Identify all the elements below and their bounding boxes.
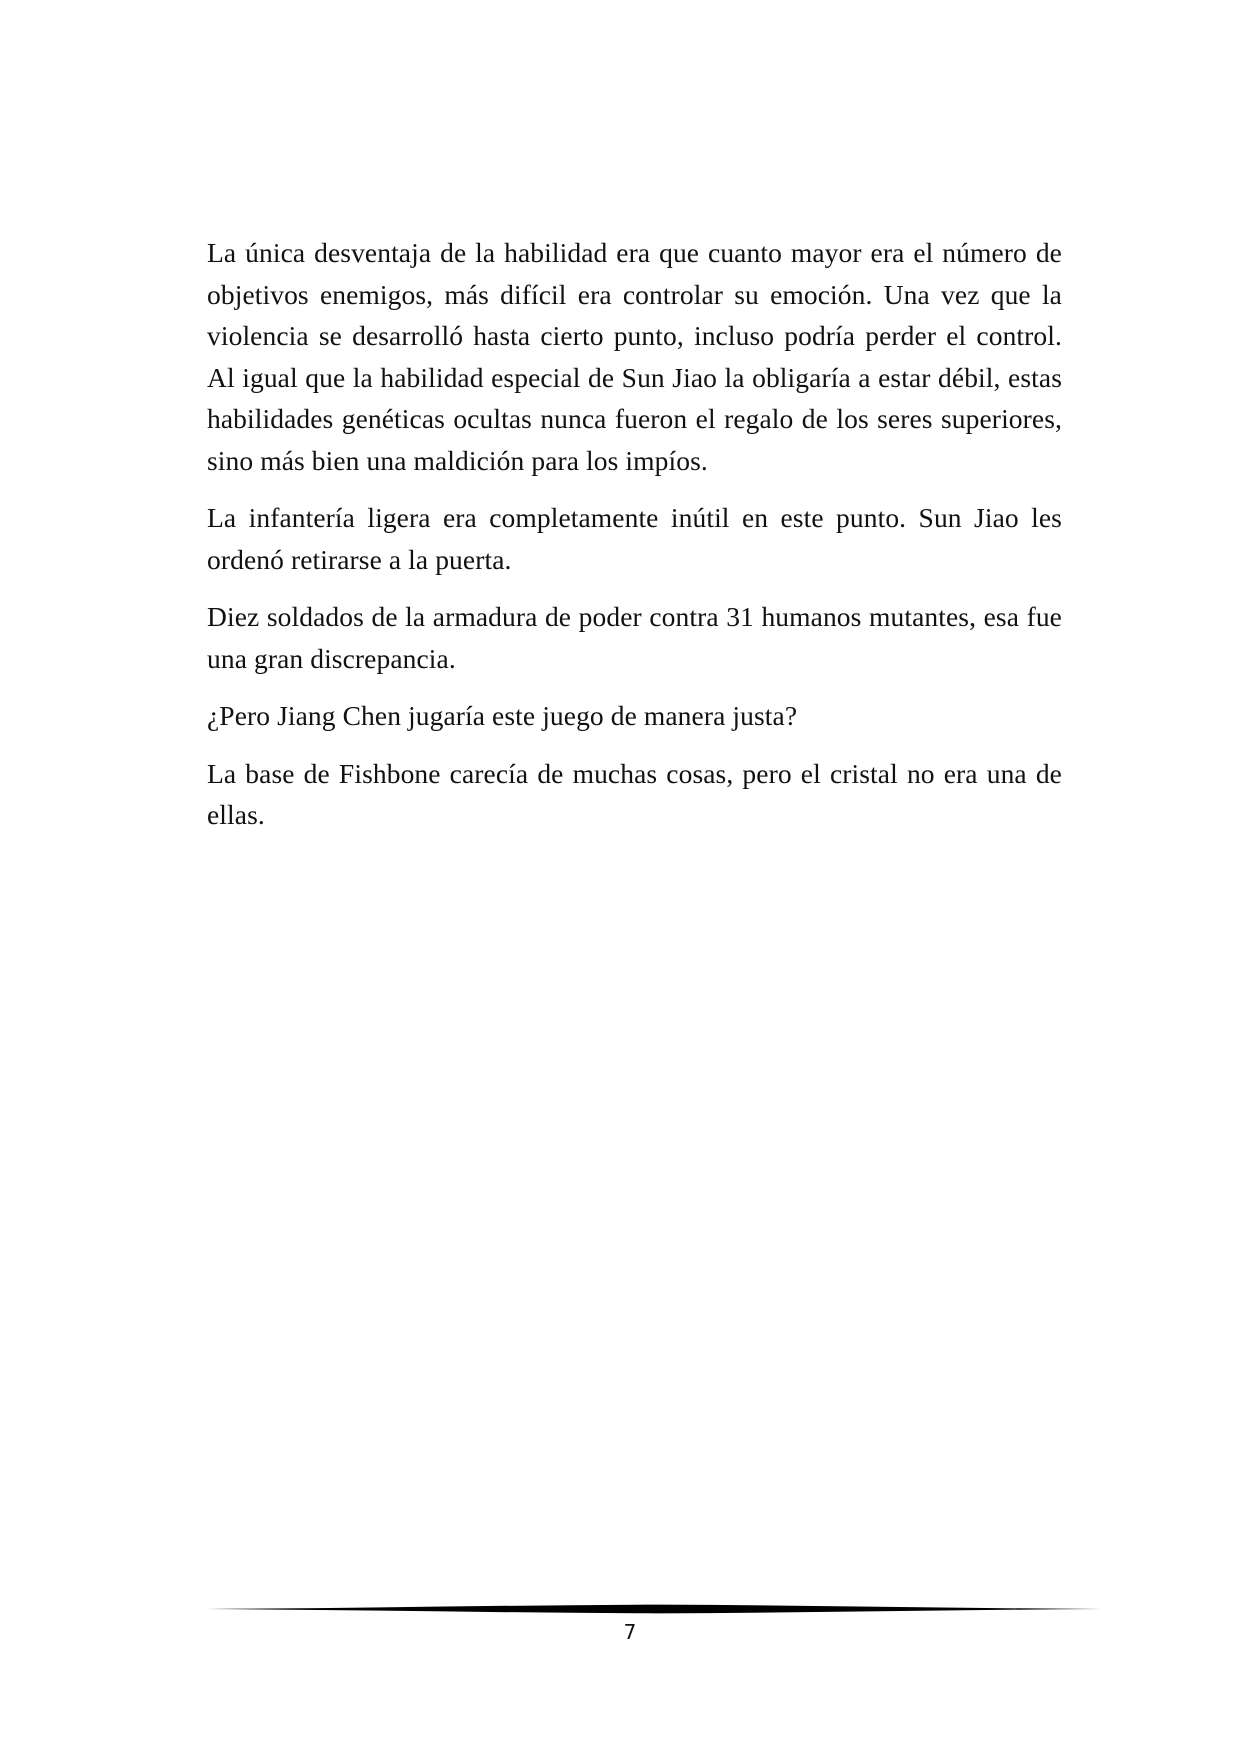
page-number: 7 xyxy=(623,1620,637,1644)
body-text xyxy=(207,232,1062,852)
footer-divider-stroke xyxy=(207,1605,1102,1614)
footer-divider xyxy=(207,1602,1102,1616)
paragraph-5: La base de Fishbone carecía de muchas cosas, pero el cristal no era una de ellas. xyxy=(207,757,1062,830)
paragraph-3: Diez soldados de la armadura de poder contra 31 humanos mutantes, esa fue una gran discrepancia. xyxy=(207,601,1062,674)
paragraph-1: La única desventaja de la habilidad era que cuanto mayor era el número de objetivos enemigos, más difícil era controlar su emoción. Una vez que la violencia se desarrolló hasta cierto punto, incluso podría perder el control. Al igual que la habilidad especial de Sun Jiao la obligaría a estar débil, estas habilidades genéticas ocultas nunca fueron el regalo de los seres superiores, sino más bien una maldición para los impíos. xyxy=(207,237,1062,476)
paragraph-2: La infantería ligera era completamente inútil en este punto. Sun Jiao les ordenó retirarse a la puerta. xyxy=(207,502,1062,575)
paragraph-4: ¿Pero Jiang Chen jugaría este juego de manera justa? xyxy=(207,700,798,731)
